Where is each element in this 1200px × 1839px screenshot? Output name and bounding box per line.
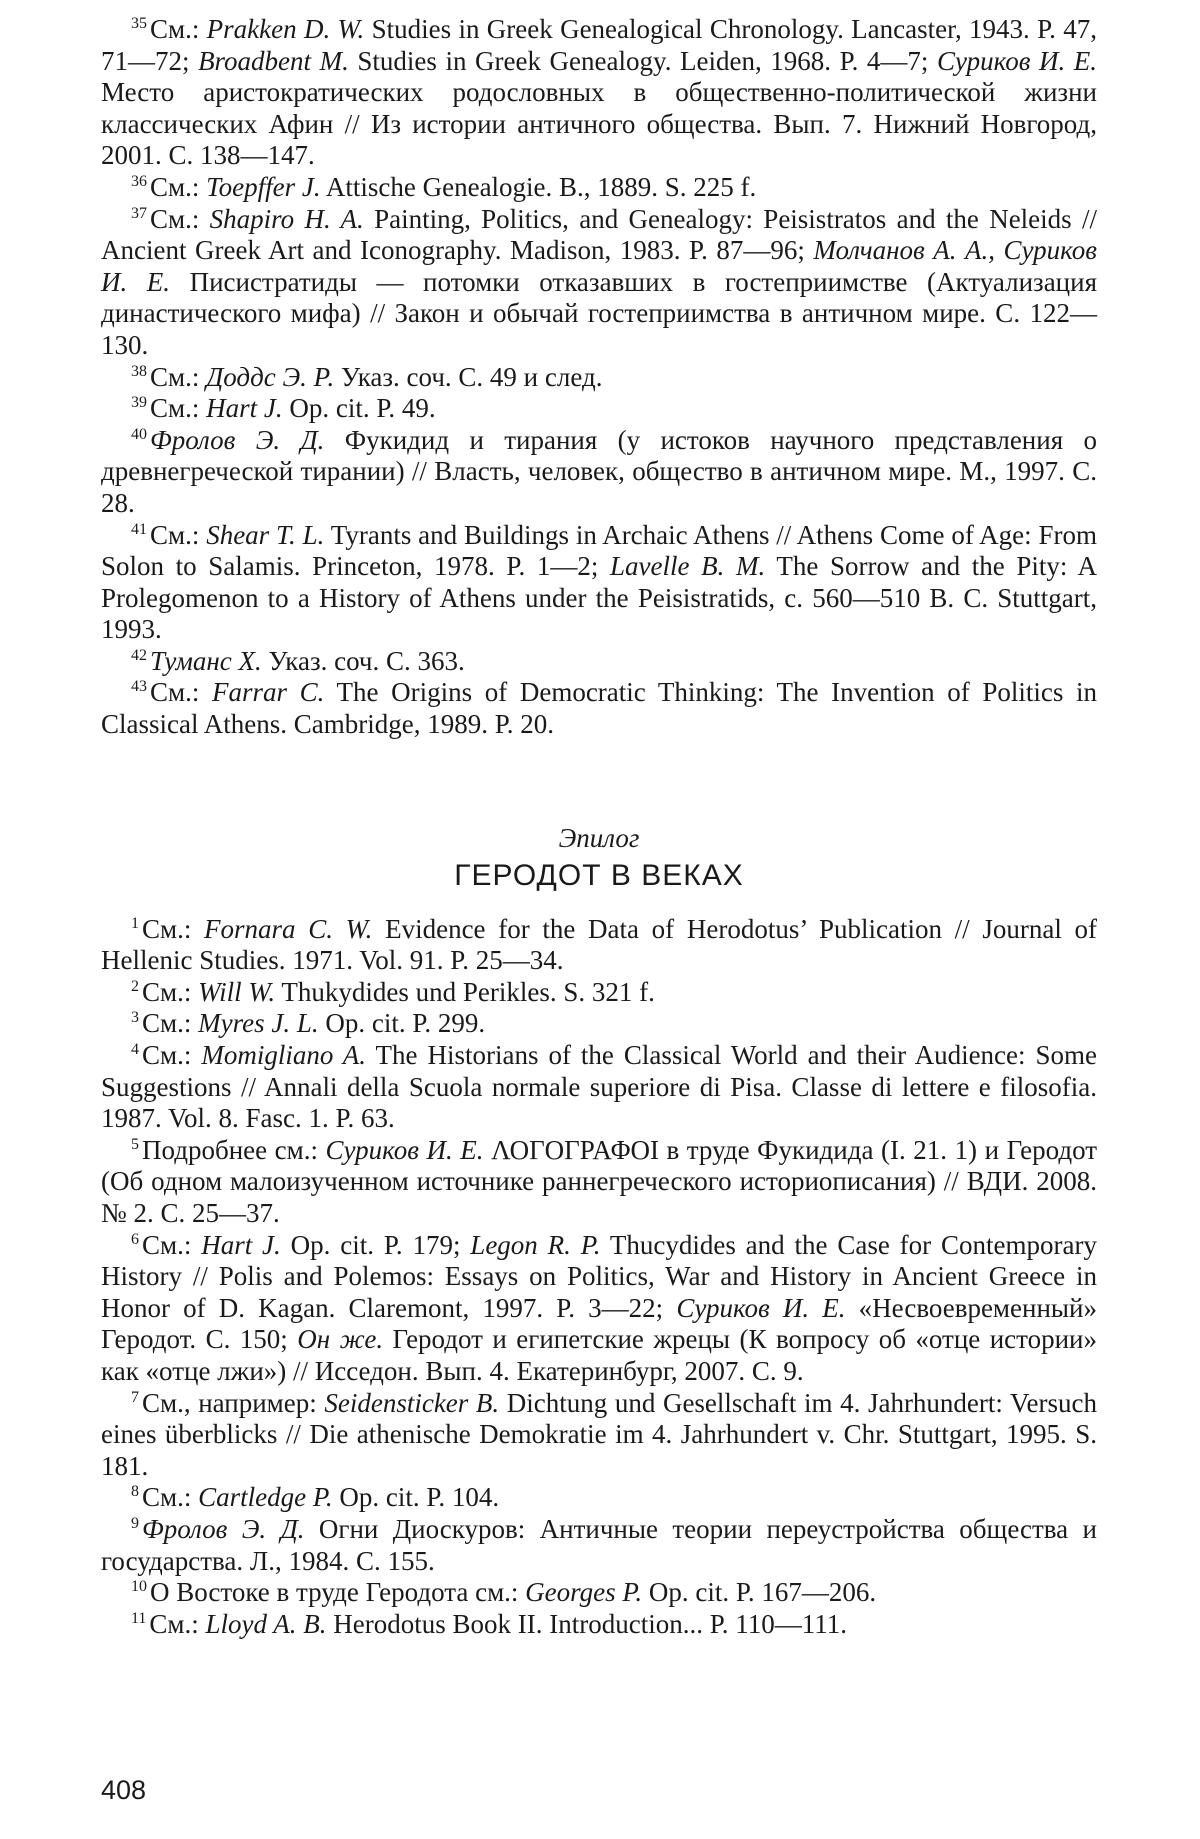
footnote: [101, 1482, 1097, 1514]
citation-text: Tyrants and Buildings in Archaic Athens // Athens Come of Age: From Solon to Salamis. Princeton, 1978. P. 1—2;: [101, 519, 1097, 582]
citation-text: См.:: [150, 203, 210, 234]
footnote-number: 35: [131, 15, 147, 32]
citation-author: Myres J. L.: [198, 1008, 319, 1039]
citation-author: Суриков И. Е.: [936, 45, 1098, 76]
citation-text: См.:: [142, 913, 205, 944]
footnote: [101, 425, 1097, 520]
citation-text: См.:: [150, 14, 207, 44]
citation-text: Геродот и египетские жрецы (К вопросу об «отце истории» как «отце лжи») // Исседон. Вып. 4. Екатеринбург, 2007. С. 9.: [101, 1324, 1097, 1386]
citation-text: См.:: [142, 1008, 199, 1039]
footnote: [101, 646, 1097, 678]
footnote: [101, 14, 1097, 172]
footnote-number: 11: [131, 1609, 147, 1627]
citation-text: Место аристократических родословных в общественно-политической жизни классических Афин // Из истории античного общества. Вып. 7. Нижний Новгород, 2001. С. 138—147.: [101, 77, 1097, 171]
citation-text: Dichtung und Gesellschaft im 4. Jahrhundert: Versuch eines überblicks // Die athenische Demokratie im 4. Jahrhundert v. Chr. Stuttgart, 1995. S. 181.: [101, 1387, 1097, 1481]
citation-text: Op. cit. P. 299.: [318, 1008, 486, 1039]
citation-text: The Sorrow and the Pity: A Prolegomenon to a History of Athens under the Peisistratids, c. 560—510 B. C. Stuttgart, 1993.: [101, 551, 1097, 645]
citation-text: См.:: [150, 393, 207, 424]
footnote-number: 37: [131, 204, 147, 222]
footnote: [101, 362, 1097, 394]
footnotes-chapter-end: [101, 14, 1097, 741]
citation-text: Подробнее см.:: [142, 1134, 326, 1165]
citation-author: Broadbent M.: [198, 45, 349, 76]
footnote: [101, 977, 1097, 1009]
citation-author: Toepffer J.: [206, 171, 321, 202]
citation-author: Суриков И. Е.: [676, 1292, 846, 1323]
footnote: [101, 204, 1097, 362]
footnote-number: 7: [131, 1388, 139, 1406]
footnote: [101, 393, 1097, 425]
citation-text: См.:: [142, 1040, 202, 1071]
citation-author: Prakken D. W.: [206, 14, 365, 44]
citation-text: Op. cit. P. 49.: [282, 393, 436, 424]
section-gap: [101, 741, 1097, 823]
page-body: [101, 14, 1097, 1640]
citation-text: См.:: [142, 976, 199, 1007]
citation-text: The Origins of Democratic Thinking: The Invention of Politics in Classical Athens. Cambridge, 1989. P. 20.: [101, 677, 1097, 740]
footnote: [101, 677, 1097, 740]
citation-text: См.:: [150, 677, 212, 708]
footnote-number: 6: [131, 1230, 139, 1248]
citation-text: См.:: [150, 519, 207, 550]
citation-text: Op. cit. P. 179;: [280, 1229, 471, 1260]
citation-text: Attische Genealogie. B., 1889. S. 225 f.: [320, 171, 757, 202]
citation-author: Momigliano A.: [201, 1040, 367, 1071]
citation-author: Молчанов А. А., Суриков И. Е.: [101, 235, 1097, 297]
footnote: [101, 1514, 1097, 1577]
footnote-number: 1: [131, 914, 139, 932]
citation-text: Evidence for the Data of Herodotus’ Publication // Journal of Hellenic Studies. 1971. Vol. 91. P. 25—34.: [101, 913, 1097, 976]
citation-author: Он же.: [297, 1324, 384, 1355]
citation-text: Studies in Greek Genealogy. Leiden, 1968. P. 4—7;: [348, 45, 937, 76]
citation-author: Farrar C.: [211, 677, 325, 708]
citation-text: Op. cit. P. 167—206.: [642, 1577, 877, 1608]
citation-text: The Historians of the Classical World and their Audience: Some Suggestions // Annali della Scuola normale superiore di Pisa. Classe di lettere e filosofia. 1987. Vol. 8. Fasc. 1. P. 63.: [101, 1040, 1097, 1134]
citation-text: См.:: [150, 171, 207, 202]
footnote: [101, 1609, 1097, 1641]
footnote-number: 10: [131, 1578, 147, 1596]
citation-text: Указ. соч. С. 363.: [261, 645, 465, 676]
footnote: [101, 1577, 1097, 1609]
footnote-number: 40: [131, 425, 147, 443]
citation-author: Shapiro H. A.: [209, 203, 364, 234]
citation-text: О Востоке в труде Геродота см.:: [150, 1577, 526, 1608]
citation-text: ΛΟΓΟΓΡΑΦΟΙ в труде Фукидида (I. 21. 1) и Геродот (Об одном малоизученном источнике раннегреческого историописания) // ВДИ. 2008. № 2. С. 25—37.: [101, 1134, 1098, 1228]
citation-author: Суриков И. Е.: [325, 1134, 484, 1165]
citation-author: Hart J.: [206, 393, 283, 424]
citation-author: Фролов Э. Д.: [142, 1513, 305, 1544]
section-label: Эпилог: [558, 822, 640, 853]
citation-author: Fornara C. W.: [204, 913, 373, 944]
citation-text: Thukydides und Perikles. S. 321 f.: [275, 976, 655, 1007]
citation-text: Указ. соч. С. 49 и след.: [334, 361, 603, 392]
page-number: 408: [101, 1775, 147, 1805]
citation-author: Фролов Э. Д.: [150, 424, 325, 455]
citation-text: Studies in Greek Genealogical Chronology. Lancaster, 1943. P. 47, 71—72;: [101, 14, 1097, 76]
footnote-number: 4: [131, 1041, 139, 1059]
citation-text: Фукидид и тирания (у истоков научного представления о древнегреческой тирании) // Власть, человек, общество в античном мире. М., 1997. С. 28.: [101, 424, 1097, 518]
footnote-number: 42: [131, 646, 147, 664]
footnotes-epilogue: [101, 914, 1097, 1641]
citation-text: Herodotus Book II. Introduction... P. 110—111.: [326, 1608, 847, 1639]
footnote-number: 3: [131, 1009, 139, 1027]
citation-text: См., например:: [142, 1387, 325, 1418]
footnote: [101, 1135, 1097, 1230]
citation-author: Shear T. L.: [206, 519, 325, 550]
footnote: [101, 172, 1097, 204]
citation-text: Thucydides and the Case for Contemporary History // Polis and Polemos: Essays on Politics, War and History in Ancient Greece in Honor of D. Kagan. Claremont, 1997. P. 3—22;: [101, 1229, 1097, 1323]
footnote: [101, 1040, 1097, 1135]
citation-text: Писистратиды — потомки отказавших в гостеприимстве (Актуализация династического мифа) // Закон и обычай гостеприимства в античном мире. С. 122—130.: [101, 266, 1097, 360]
citation-text: Огни Диоскуров: Античные теории переустройства общества и государства. Л., 1984. С. 155.: [101, 1513, 1097, 1576]
citation-text: Painting, Politics, and Genealogy: Peisistratos and the Neleids // Ancient Greek Art and Iconography. Madison, 1983. P. 87—96;: [101, 203, 1097, 266]
citation-author: Seidensticker B.: [324, 1387, 500, 1418]
footnote-number: 38: [131, 362, 147, 380]
citation-author: Legon R. P.: [470, 1229, 601, 1260]
citation-text: См.:: [142, 1482, 199, 1513]
citation-author: Туманс Х.: [150, 645, 262, 676]
footnote: [101, 520, 1097, 646]
footnote-number: 36: [131, 172, 147, 190]
footnote-number: 5: [131, 1135, 139, 1153]
footnote: [101, 1388, 1097, 1483]
citation-author: Cartledge P.: [198, 1482, 333, 1513]
citation-author: Lloyd A. B.: [205, 1608, 327, 1639]
citation-text: См.:: [149, 1608, 206, 1639]
citation-author: Доддс Э. Р.: [206, 361, 335, 392]
footnote-number: 2: [131, 977, 139, 995]
footnote-number: 8: [131, 1483, 139, 1501]
citation-text: См.:: [142, 1229, 202, 1260]
citation-text: «Несвоевременный» Геродот. С. 150;: [101, 1292, 1097, 1355]
footnote: [101, 1008, 1097, 1040]
citation-author: Georges P.: [525, 1577, 643, 1608]
footnote-number: 43: [131, 678, 147, 696]
section-title: ГЕРОДОТ В ВЕКАХ: [454, 858, 744, 892]
citation-text: См.:: [150, 361, 207, 392]
footnote: [101, 914, 1097, 977]
footnote-number: 9: [131, 1514, 139, 1532]
footnote-number: 41: [131, 520, 147, 538]
citation-author: Will W.: [198, 976, 276, 1007]
citation-author: Lavelle B. M.: [609, 551, 766, 582]
citation-author: Hart J.: [201, 1229, 281, 1260]
footnote-number: 39: [131, 394, 147, 412]
citation-text: Op. cit. P. 104.: [332, 1482, 500, 1513]
footnote: [101, 1230, 1097, 1388]
